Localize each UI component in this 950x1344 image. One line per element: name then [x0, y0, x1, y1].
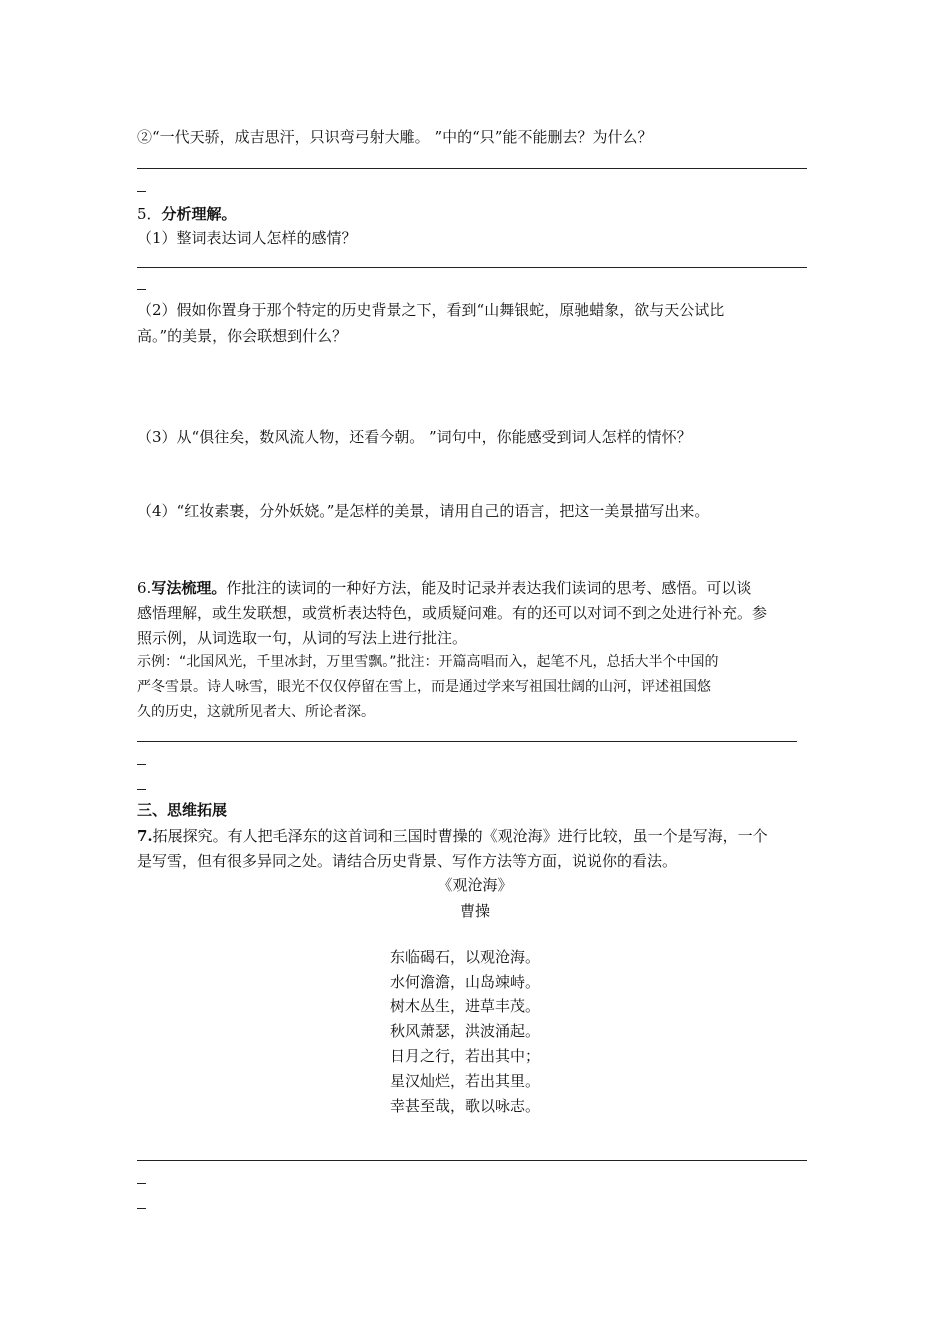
question-text: 作批注的读词的一种好方法，能及时记录并表达我们读词的思考、感悟。可以谈: [226, 579, 752, 597]
example-line-3: 久的历史，这就所见者大、所论者深。: [137, 704, 375, 720]
poem-title: 《观沧海》: [437, 876, 513, 894]
poem-line: 东临碣石，以观沧海。: [390, 948, 541, 966]
question-6-line-2: 感悟理解，或生发联想，或赏析表达特色，或质疑问难。有的还可以对词不到之处进行补充。参: [137, 604, 768, 622]
answer-line-end: [137, 289, 146, 290]
answer-line-end: [137, 191, 146, 192]
question-6-line-3: 照示例，从词选取一句，从词的写法上进行批注。: [137, 629, 468, 647]
answer-line-end: [137, 1208, 146, 1209]
answer-line[interactable]: [137, 168, 807, 169]
question-number: 7.: [137, 827, 153, 845]
question-5-sub-3: （3）从“俱往矣，数风流人物，还看今朝。 ”词句中，你能感受到词人怎样的情怀？: [137, 428, 692, 446]
poem-author: 曹操: [459, 902, 490, 920]
poem-line: 树木丛生，进草丰茂。: [390, 997, 541, 1015]
answer-line[interactable]: [137, 741, 797, 742]
question-text: 拓展探究。有人把毛泽东的这首词和三国时曹操的《观沧海》进行比较，虽一个是写海，一个: [152, 827, 768, 845]
question-number: 6.: [137, 579, 152, 597]
answer-line-end: [137, 789, 146, 790]
question-7-line-1: [137, 826, 768, 846]
answer-line[interactable]: [137, 1160, 807, 1161]
section-3-heading: 三、思维拓展: [137, 801, 228, 819]
poem-line: 水何澹澹，山岛竦峙。: [390, 973, 541, 991]
poem-line: 星汉灿烂，若出其里。: [390, 1072, 541, 1090]
poem-line: 秋风萧瑟，洪波涌起。: [390, 1022, 541, 1040]
example-line-1: 示例：“北国风光，千里冰封，万里雪飘。”批注：开篇高唱而入，起笔不凡，总括大半个中国的: [137, 654, 719, 670]
answer-line-end: [137, 1183, 146, 1184]
question-5-sub-2-line-2: 高。”的美景，你会联想到什么？: [137, 327, 348, 345]
question-title: 分析理解。: [161, 205, 237, 223]
question-6-line-1: [137, 578, 751, 598]
question-title: 写法梳理。: [151, 579, 227, 597]
question-7-line-2: 是写雪，但有很多异同之处。请结合历史背景、写作方法等方面，说说你的看法。: [137, 852, 678, 870]
example-line-2: 严冬雪景。诗人咏雪，眼光不仅仅停留在雪上，而是通过学来写祖国壮阔的山河，评述祖国悠: [137, 679, 711, 695]
question-5-heading: [137, 204, 237, 224]
question-5-sub-2-line-1: （2）假如你置身于那个特定的历史背景之下，看到“山舞银蛇，原驰蜡象，欲与天公试比: [137, 301, 725, 319]
question-5-sub-4: （4）“红妆素裹，分外妖娆。”是怎样的美景，请用自己的语言，把这一美景描写出来。: [137, 502, 710, 520]
answer-line-end: [137, 764, 146, 765]
poem-line: 幸甚至哉，歌以咏志。: [390, 1097, 541, 1115]
question-5-sub-1: （1）整词表达词人怎样的感情？: [137, 229, 357, 247]
poem-line: 日月之行，若出其中；: [390, 1047, 541, 1065]
answer-line[interactable]: [137, 267, 807, 268]
question-4-part-2: ②“一代天骄，成吉思汗，只识弯弓射大雕。 ”中的“只”能不能删去？为什么？: [137, 128, 653, 146]
question-number: 5．: [137, 205, 162, 223]
